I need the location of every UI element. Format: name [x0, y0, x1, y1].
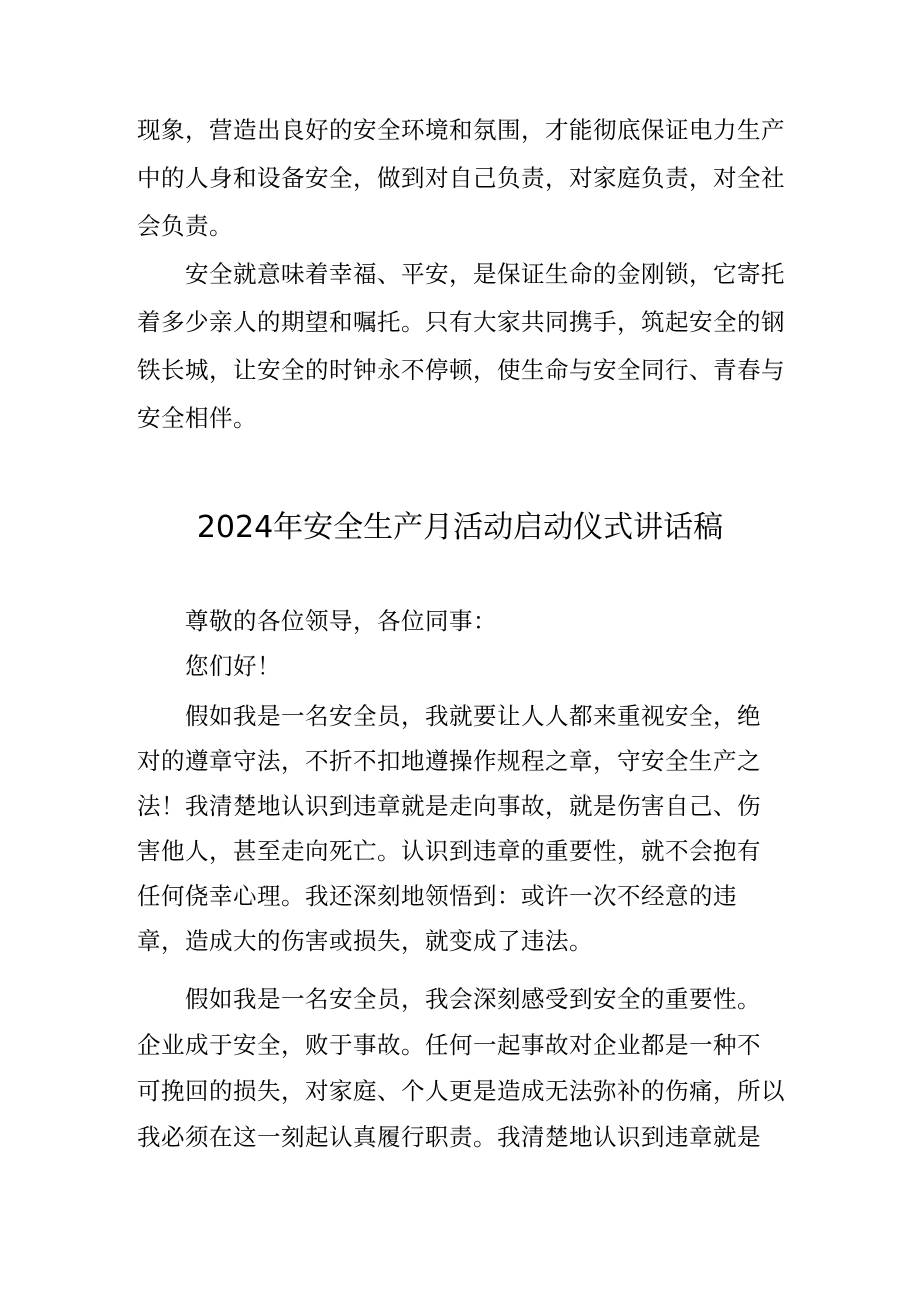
text-line: 安全就意味着幸福、平安，是保证生命的金刚锁，它寄托: [185, 260, 785, 288]
document-title: 2024年安全生产月活动启动仪式讲话稿: [196, 510, 724, 545]
text-line: 企业成于安全，败于事故。任何一起事故对企业都是一种不: [137, 1031, 761, 1059]
text-line: 铁长城，让安全的时钟永不停顿，使生命与安全同行、青春与: [137, 356, 785, 384]
salutation: 尊敬的各位领导，各位同事：: [185, 607, 497, 635]
text-line: 安全相伴。: [137, 404, 257, 432]
text-line: 章，造成大的伤害或损失，就变成了违法。: [137, 927, 593, 955]
text-line: 假如我是一名安全员，我会深刻感受到安全的重要性。: [185, 985, 761, 1013]
text-line: 中的人身和设备安全，做到对自己负责，对家庭负责，对全社: [137, 164, 785, 192]
text-line: 法！我清楚地认识到违章就是走向事故，就是伤害自己、伤: [137, 792, 761, 820]
text-line: 可挽回的损失，对家庭、个人更是造成无法弥补的伤痛，所以: [137, 1077, 785, 1105]
text-line: 对的遵章守法，不折不扣地遵操作规程之章，守安全生产之: [137, 747, 761, 775]
text-line: 会负责。: [137, 212, 233, 240]
greeting: 您们好！: [185, 652, 281, 680]
text-line: 着多少亲人的期望和嘱托。只有大家共同携手，筑起安全的钢: [137, 308, 785, 336]
text-line: 任何侥幸心理。我还深刻地领悟到：或许一次不经意的违: [137, 882, 737, 910]
text-line: 假如我是一名安全员，我就要让人人都来重视安全，绝: [185, 702, 761, 730]
text-line: 现象，营造出良好的安全环境和氛围，才能彻底保证电力生产: [137, 116, 785, 144]
text-line: 我必须在这一刻起认真履行职责。我清楚地认识到违章就是: [137, 1123, 761, 1151]
text-line: 害他人，甚至走向死亡。认识到违章的重要性，就不会抱有: [137, 837, 761, 865]
